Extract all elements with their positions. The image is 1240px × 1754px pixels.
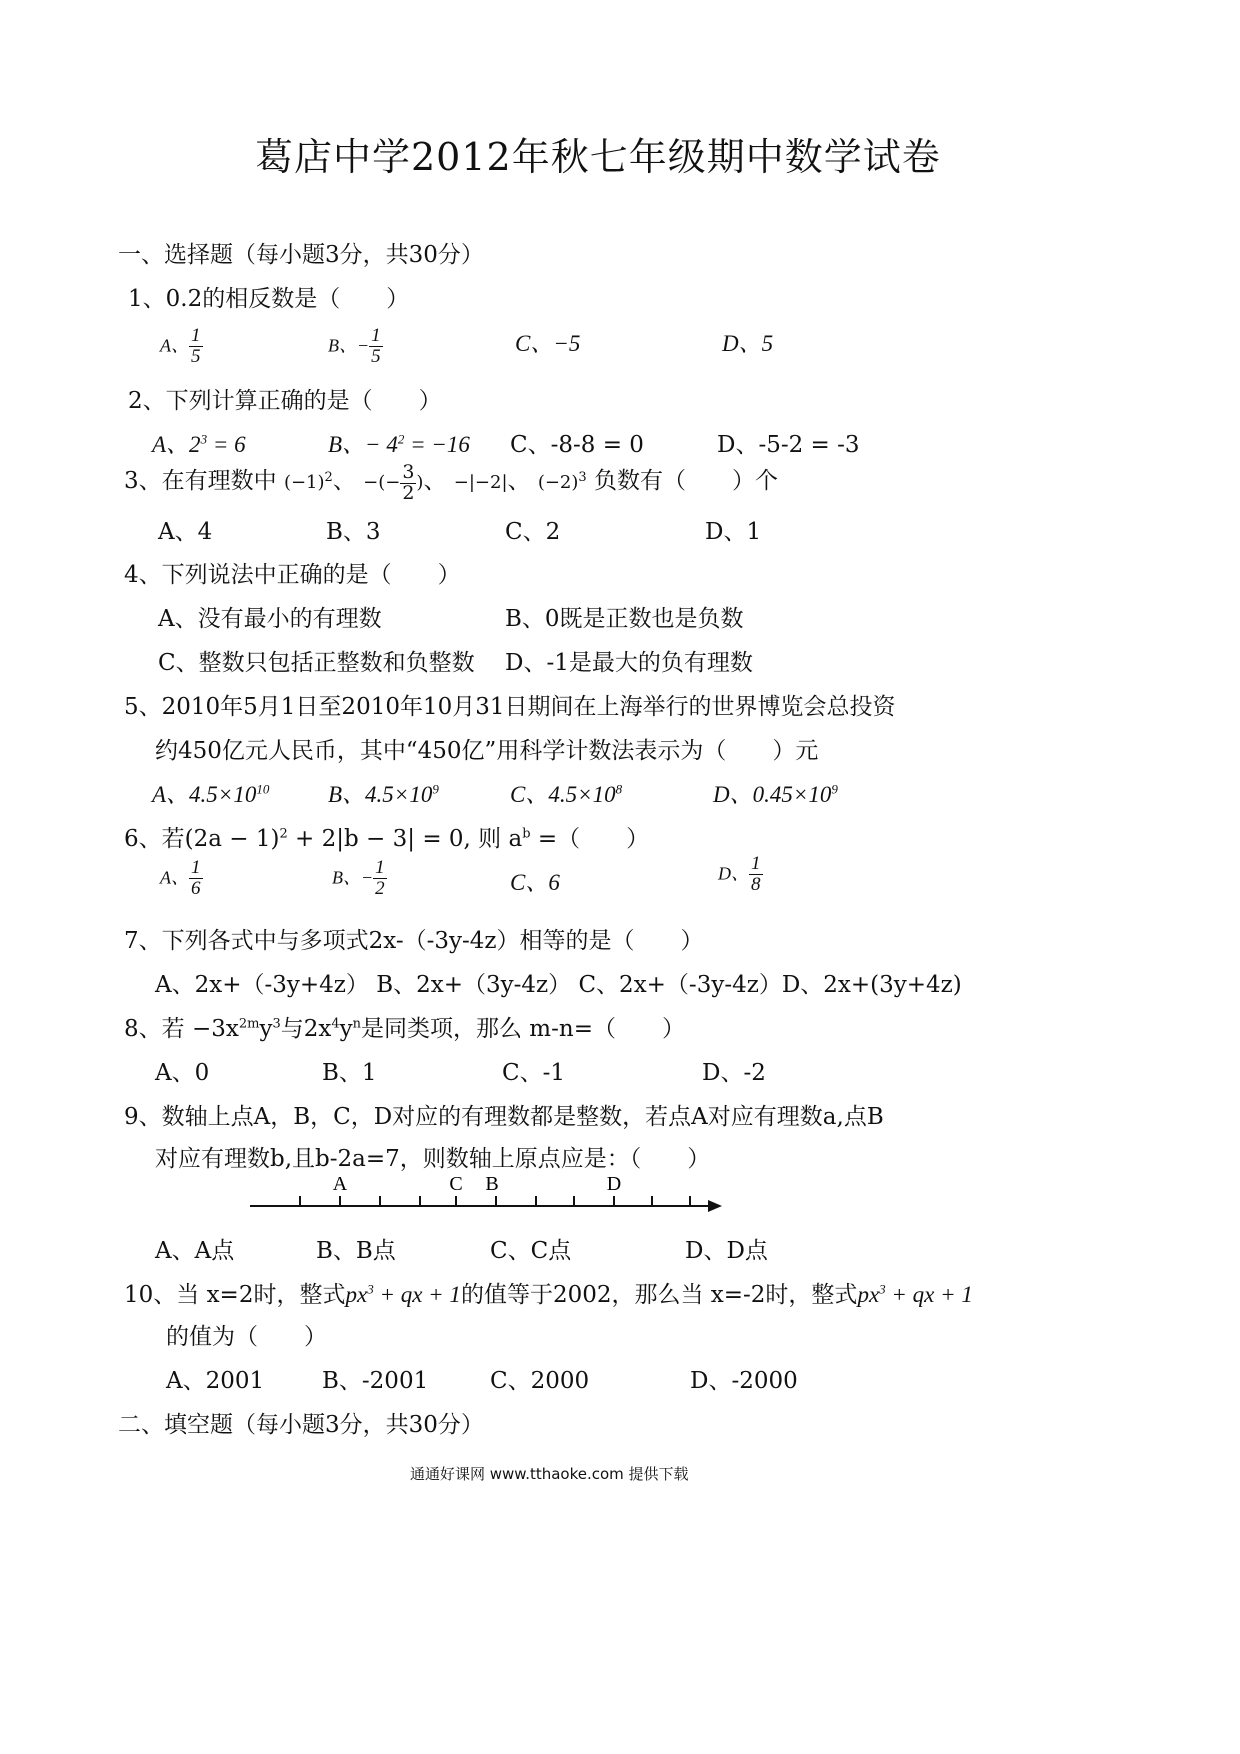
question-10-option-c: C、2000	[490, 1368, 590, 1394]
number-line-arrow	[708, 1200, 722, 1212]
question-3-option-b: B、3	[326, 519, 381, 545]
question-4-option-b: B、0既是正数也是负数	[505, 606, 744, 632]
question-9-option-c: C、C点	[490, 1238, 572, 1264]
question-10-stem-line2: 的值为（ ）	[166, 1324, 327, 1350]
question-5-option-b: B、$4.5\times 10^9$	[328, 781, 439, 807]
question-7-stem: 7、下列各式中与多项式2x-（-3y-4z）相等的是（ ）	[124, 928, 704, 954]
question-5-option-c: C、$4.5\times 10^8$	[510, 781, 623, 807]
question-10-stem-line1: 10、当 x=2时，整式$px^3$ + qx + 1的值等于2002，那么当 x=-2时，整式$px^3$ + qx + 1	[124, 1281, 973, 1308]
question-5-stem-line2: 约450亿元人民币，其中“450亿”用科学计数法表示为（ ）元	[155, 738, 819, 764]
question-4-option-c: C、整数只包括正整数和负整数	[158, 650, 475, 676]
question-8-stem: 8、若 $-3x^{2m}y^3$与$2x^4y^n$是同类项，那么 m-n=（ ）	[124, 1016, 685, 1042]
question-2-option-a: A、$2^3 = 6$	[152, 431, 246, 457]
question-9-option-d: D、D点	[685, 1238, 768, 1264]
question-2-option-b: B、− $4^2 = -16$	[328, 431, 470, 457]
question-9-stem-line2: 对应有理数b,且b-2a=7，则数轴上原点应是：（ ）	[155, 1146, 711, 1172]
section-heading-fill-in: 二、填空题（每小题3分，共30分）	[118, 1412, 484, 1438]
question-3-option-a: A、4	[158, 519, 213, 545]
question-6-option-b: B、− $\frac{1}{2}$	[332, 857, 385, 899]
question-3-option-d: D、1	[705, 519, 762, 545]
question-8-option-b: B、1	[322, 1060, 377, 1086]
question-6-option-a: A、 $\frac{1}{6}$	[160, 857, 201, 899]
question-2-stem: 2、下列计算正确的是（ ）	[128, 388, 442, 414]
question-2-option-c: C、-8-8 = 0	[510, 432, 644, 458]
section-heading-multiple-choice: 一、选择题（每小题3分，共30分）	[118, 242, 484, 268]
question-1-stem: 1、0.2的相反数是（ ）	[128, 286, 410, 312]
question-4-stem: 4、下列说法中正确的是（ ）	[124, 562, 461, 588]
question-5-stem-line1: 5、2010年5月1日至2010年10月31日期间在上海举行的世界博览会总投资	[124, 694, 896, 720]
point-label-d: D	[606, 1173, 622, 1195]
question-2-option-d: D、-5-2 = -3	[717, 432, 860, 458]
question-5-option-a: A、$4.5\times 10^{10}$	[152, 781, 270, 807]
question-4-option-a: A、没有最小的有理数	[158, 606, 382, 632]
question-6-option-c: C、6	[510, 870, 560, 895]
question-8-option-a: A、0	[155, 1060, 210, 1086]
question-10-option-b: B、-2001	[322, 1368, 429, 1394]
question-7-options: A、2x+（-3y+4z） B、2x+（3y-4z） C、2x+（-3y-4z）D、2x+(3y+4z)	[155, 972, 962, 998]
question-9-option-a: A、A点	[155, 1238, 235, 1264]
question-3-stem: 3、在有理数中 $(-1)^2$、 −(− $\frac{3}{2}$ )、 −|−2|、 $(-2)^3$ 负数有（ ）个	[124, 460, 779, 504]
question-5-option-d: D、$0.45\times 10^9$	[713, 781, 838, 807]
number-line-ticks	[300, 1196, 690, 1206]
question-1-option-d: D、5	[722, 331, 774, 356]
question-8-option-c: C、-1	[502, 1060, 566, 1086]
question-1-option-c: C、−5	[515, 331, 581, 356]
question-4-option-d: D、-1是最大的负有理数	[505, 650, 753, 676]
question-3-option-c: C、2	[505, 519, 561, 545]
question-1-option-a: A、 $\frac{1}{5}$	[160, 325, 201, 367]
question-8-option-d: D、-2	[702, 1060, 766, 1086]
point-label-a: A	[332, 1173, 348, 1195]
question-10-option-a: A、2001	[166, 1368, 265, 1394]
point-label-b: B	[485, 1173, 499, 1195]
question-9-option-b: B、B点	[316, 1238, 396, 1264]
question-6-stem: 6、若$(2a - 1)^2 + 2|b - 3| = 0$, 则 $a^b$ =（ ）	[124, 826, 650, 852]
footer-source: 通通好课网 www.tthaoke.com 提供下载	[410, 1465, 689, 1483]
point-label-c: C	[449, 1173, 463, 1195]
question-6-option-d: D、 $\frac{1}{8}$	[718, 853, 761, 895]
question-9-stem-line1: 9、数轴上点A，B，C，D对应的有理数都是整数，若点A对应有理数a,点B	[124, 1104, 884, 1130]
page-title: 葛店中学2012年秋七年级期中数学试卷	[255, 135, 941, 179]
question-1-option-b: B、− $\frac{1}{5}$	[328, 325, 381, 367]
number-line-diagram	[240, 1170, 740, 1220]
question-10-option-d: D、-2000	[690, 1368, 798, 1394]
